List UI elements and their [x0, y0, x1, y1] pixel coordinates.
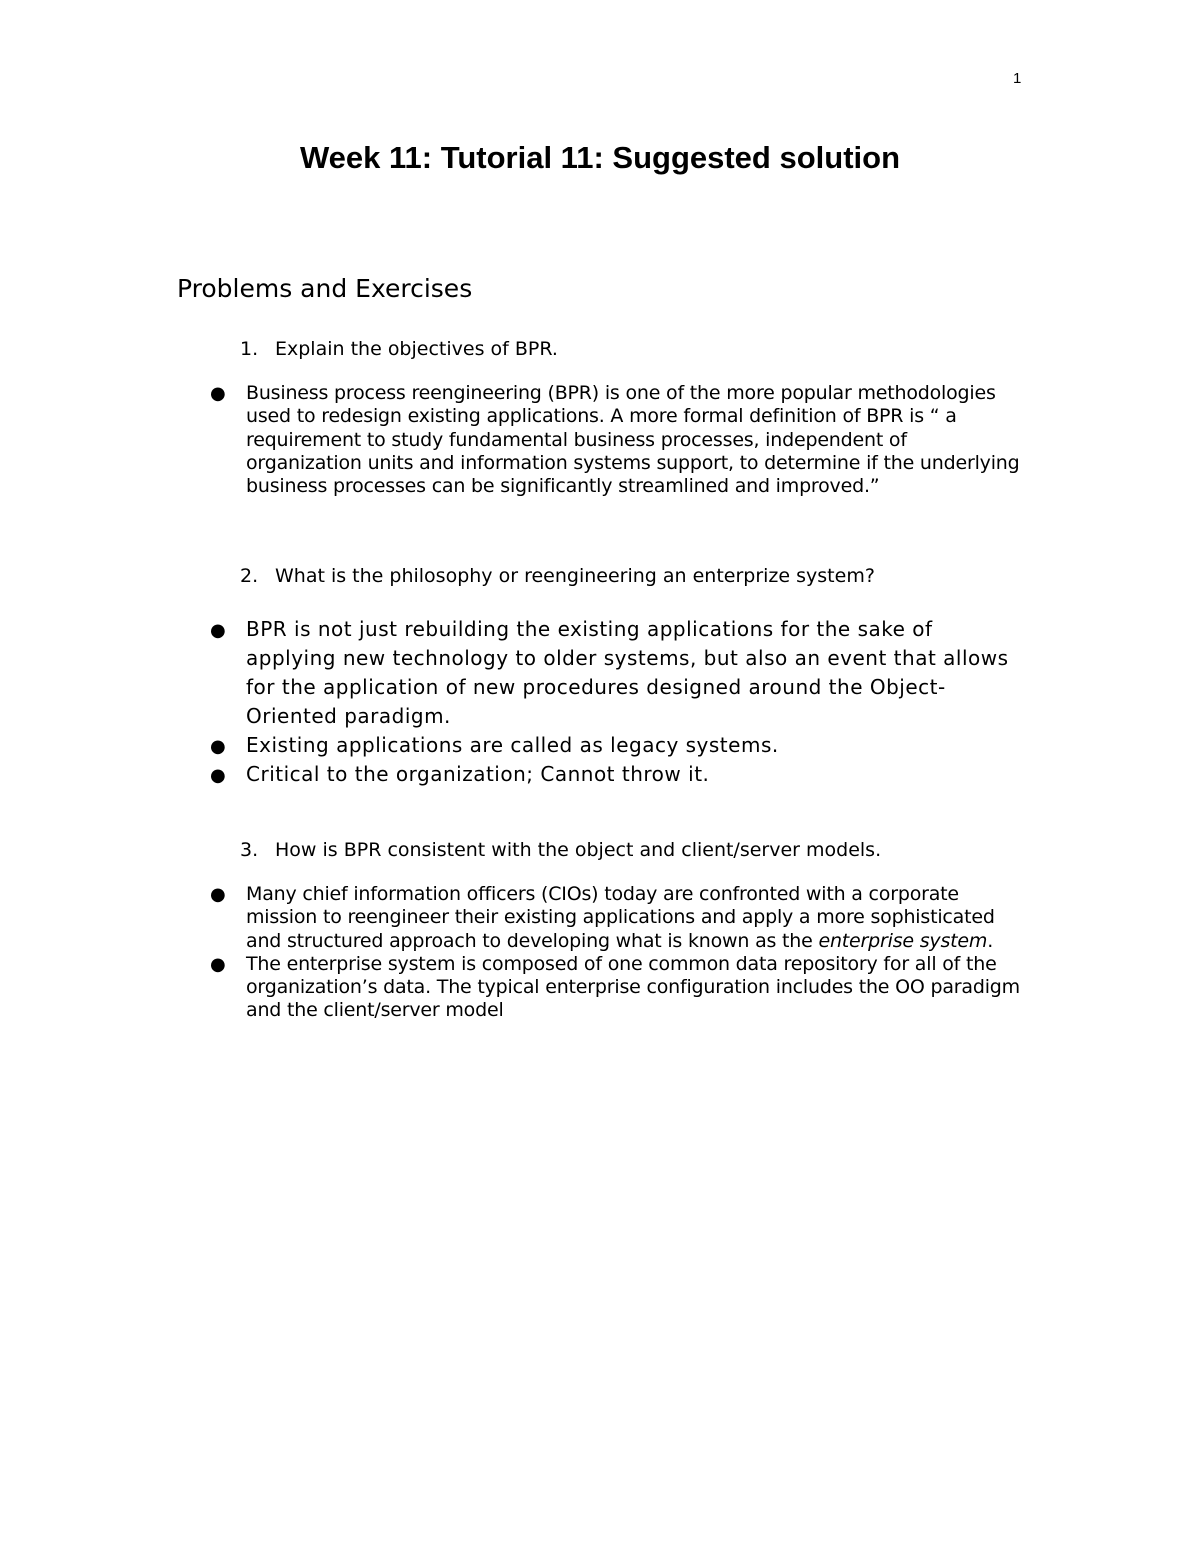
- answer-text: Critical to the organization; Cannot throw it.: [246, 762, 710, 786]
- question-text: What is the philosophy or reengineering an enterprize system?: [275, 565, 875, 587]
- question-1: [240, 338, 558, 361]
- list-item: [208, 883, 1028, 953]
- question-number: 3.: [240, 839, 259, 861]
- bullet-icon: ●: [210, 953, 226, 975]
- list-item: [208, 731, 1028, 760]
- bullet-icon: ●: [210, 884, 226, 905]
- answer-text-before: Many chief information officers (CIOs) today are confronted with a corporate mission to reengineer their existing applications and apply a more sophisticated and structured approach to developing what is known as the: [246, 883, 995, 952]
- answer-text: BPR is not just rebuilding the existing applications for the sake of applying new technology to older systems, but also an event that allows for the application of new procedures designed around the Object-Oriented paradigm.: [246, 617, 1009, 728]
- answer-emphasis: enterprise system: [818, 929, 988, 952]
- section-heading: Problems and Exercises: [177, 274, 473, 303]
- question-number: 1.: [240, 338, 259, 360]
- answer-list-1: [208, 382, 1028, 498]
- question-text: How is BPR consistent with the object and client/server models.: [275, 839, 882, 861]
- answer-text: Existing applications are called as legacy systems.: [246, 733, 779, 757]
- bullet-icon: ●: [210, 765, 227, 786]
- answer-text-after: .: [987, 929, 994, 952]
- list-item: [208, 382, 1028, 498]
- bullet-icon: ●: [210, 383, 226, 404]
- question-3: [240, 839, 881, 862]
- answer-list-2: [208, 615, 1028, 789]
- answer-text: Business process reengineering (BPR) is one of the more popular methodologies used to redesign existing applications. A more formal definition of BPR is “ a requirement to study fundamental business processes, independent of organization units and information systems support, to determine if the underlying business processes can be significantly streamlined and improved.”: [246, 382, 1020, 498]
- question-number: 2.: [240, 565, 259, 587]
- bullet-icon: ●: [210, 620, 227, 641]
- question-2: [240, 565, 875, 588]
- document-title: Week 11: Tutorial 11: Suggested solution: [299, 140, 901, 175]
- answer-list-3: [208, 883, 1028, 1023]
- list-item: [208, 760, 1028, 789]
- answer-text: The enterprise system is composed of one common data repository for all of the organization’s data. The typical enterprise configuration includes the OO paradigm and the client/server model: [246, 952, 1020, 1022]
- bullet-icon: ●: [210, 736, 227, 757]
- page-number: 1: [1013, 70, 1022, 87]
- list-item: [208, 615, 1028, 731]
- question-text: Explain the objectives of BPR.: [275, 338, 558, 360]
- list-item: [208, 953, 1028, 1023]
